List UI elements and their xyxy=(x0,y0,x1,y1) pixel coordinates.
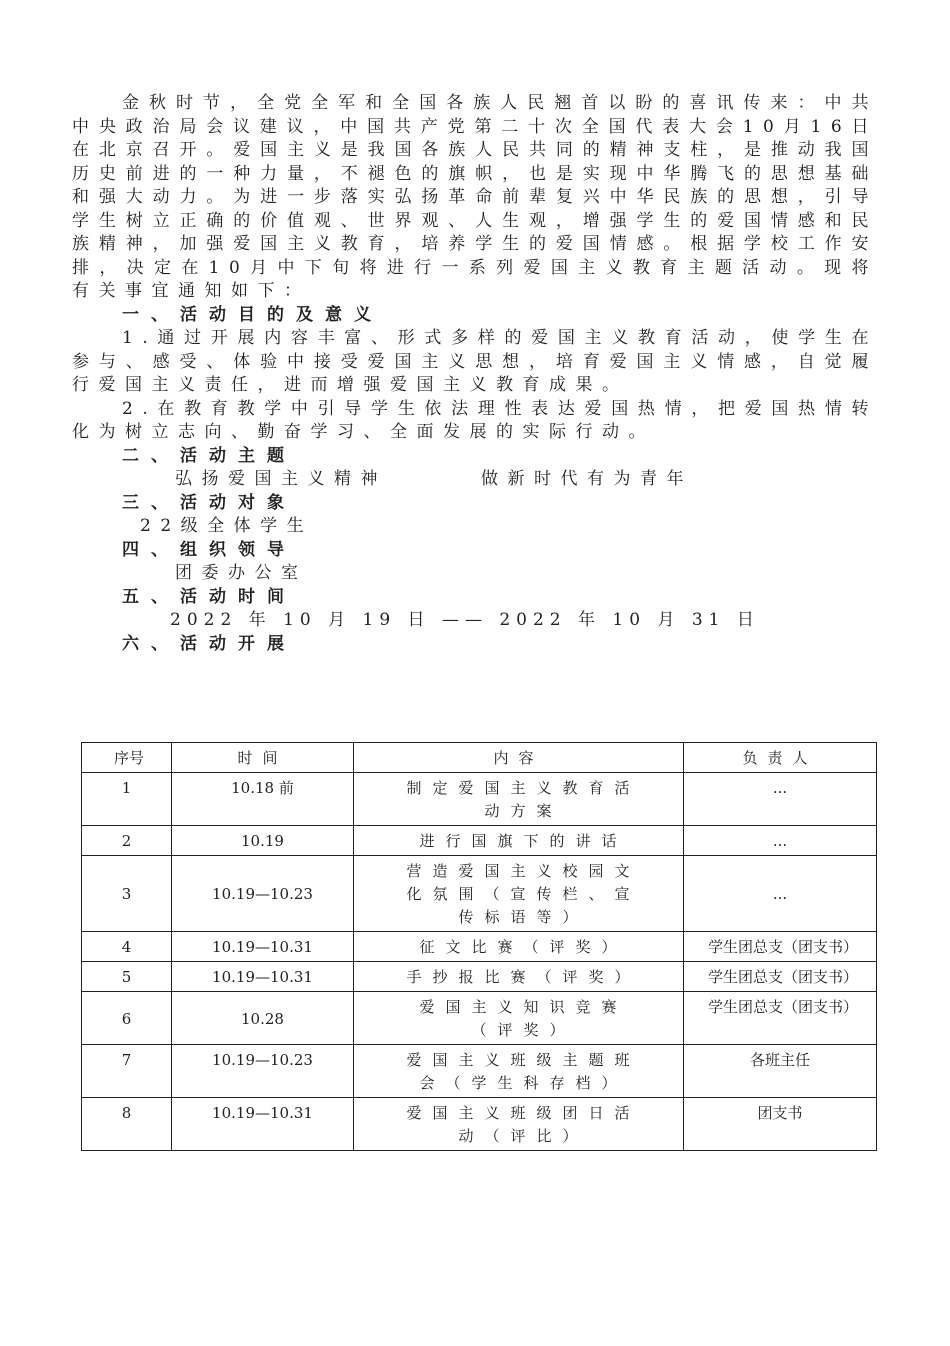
cell-content: 手抄报比赛（评奖） xyxy=(354,962,684,992)
section-6-title: 六、活动开展 xyxy=(122,633,296,654)
header-owner: 负责人 xyxy=(684,743,877,773)
section-3-title: 三、活动对象 xyxy=(122,492,296,513)
table-row xyxy=(82,992,877,1045)
section-5-title: 五、活动时间 xyxy=(122,586,296,607)
table-header-row xyxy=(82,743,877,773)
table-row xyxy=(82,962,877,992)
cell-owner: ... xyxy=(684,773,877,826)
table-row xyxy=(82,773,877,826)
cell-no: 6 xyxy=(82,992,172,1045)
cell-owner: 团支书 xyxy=(684,1098,877,1151)
cell-no: 2 xyxy=(82,826,172,856)
cell-owner: 学生团总支（团支书） xyxy=(684,932,877,962)
cell-no: 1 xyxy=(82,773,172,826)
cell-no: 8 xyxy=(82,1098,172,1151)
table-row xyxy=(82,826,877,856)
cell-time: 10.19—10.31 xyxy=(172,962,354,992)
header-time: 时间 xyxy=(172,743,354,773)
cell-time: 10.19—10.23 xyxy=(172,856,354,932)
theme-part-b: 做新时代有为青年 xyxy=(481,469,693,489)
cell-time: 10.19—10.31 xyxy=(172,932,354,962)
cell-owner: 各班主任 xyxy=(684,1045,877,1098)
cell-time: 10.18 前 xyxy=(172,773,354,826)
table-row xyxy=(82,856,877,932)
cell-owner: 学生团总支（团支书） xyxy=(684,962,877,992)
section-4-title: 四、组织领导 xyxy=(122,539,296,560)
cell-content: 征文比赛（评奖） xyxy=(354,932,684,962)
table-row xyxy=(82,1098,877,1151)
theme-part-a: 弘扬爱国主义精神 xyxy=(175,469,387,489)
cell-no: 7 xyxy=(82,1045,172,1098)
cell-no: 4 xyxy=(82,932,172,962)
cell-owner: ... xyxy=(684,826,877,856)
cell-content: 进行国旗下的讲话 xyxy=(354,826,684,856)
cell-time: 10.28 xyxy=(172,992,354,1045)
cell-no: 5 xyxy=(82,962,172,992)
activity-table xyxy=(81,742,877,1151)
section-2-title: 二、活动主题 xyxy=(122,445,296,466)
cell-time: 10.19—10.23 xyxy=(172,1045,354,1098)
header-no: 序号 xyxy=(82,743,172,773)
cell-content: 爱国主义班级团日活动（评比） xyxy=(354,1098,684,1151)
header-content: 内容 xyxy=(354,743,684,773)
document-body xyxy=(72,92,878,656)
cell-owner: 学生团总支（团支书） xyxy=(684,992,877,1045)
section-1-title: 一、活动目的及意义 xyxy=(122,304,383,325)
section-1-point-2: 2.在教育教学中引导学生依法理性表达爱国热情，把爱国热情转化为树立志向、勤奋学习、全面发展的实际行动。 xyxy=(72,398,878,442)
cell-content: 营造爱国主义校园文化氛围（宣传栏、宣传标语等） xyxy=(354,856,684,932)
section-2-theme xyxy=(72,468,878,492)
cell-time: 10.19 xyxy=(172,826,354,856)
section-1-point-1: 1.通过开展内容丰富、形式多样的爱国主义教育活动，使学生在参与、感受、体验中接受爱国主义思想，培育爱国主义情感，自觉履行爱国主义责任，进而增强爱国主义教育成果。 xyxy=(72,328,878,395)
cell-content: 爱国主义班级主题班会（学生科存档） xyxy=(354,1045,684,1098)
section-3-value: 22级全体学生 xyxy=(140,516,314,536)
cell-no: 3 xyxy=(82,856,172,932)
intro-paragraph: 金秋时节，全党全军和全国各族人民翘首以盼的喜讯传来：中共中央政治局会议建议，中国共产党第二十次全国代表大会10月16日在北京召开。爱国主义是我国各族人民共同的精神支柱，是推动我国历史前进的一种力量，不褪色的旗帜，也是实现中华腾飞的思想基础和强大动力。为进一步落实弘扬革命前辈复兴中华民族的思想，引导学生树立正确的价值观、世界观、人生观，增强学生的爱国情感和民族精神，加强爱国主义教育，培养学生的爱国情感。根据学校工作安排，决定在10月中下旬将进行一系列爱国主义教育主题活动。现将有关事宜通知如下： xyxy=(72,93,878,301)
table-row xyxy=(82,1045,877,1098)
cell-content: 爱国主义知识竞赛（评奖） xyxy=(354,992,684,1045)
section-4-value: 团委办公室 xyxy=(175,563,308,583)
section-5-value: 2022 年 10 月 19 日 —— 2022 年 10 月 31 日 xyxy=(170,610,760,630)
cell-content: 制定爱国主义教育活动方案 xyxy=(354,773,684,826)
cell-owner: ... xyxy=(684,856,877,932)
cell-time: 10.19—10.31 xyxy=(172,1098,354,1151)
table-row xyxy=(82,932,877,962)
